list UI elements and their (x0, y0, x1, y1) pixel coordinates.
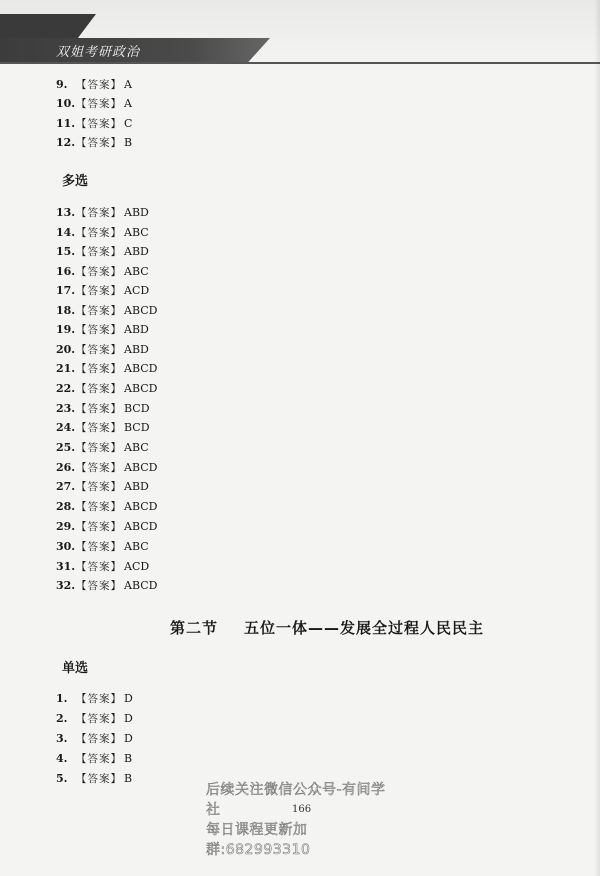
answer-line: 13.【答案】 ABD (56, 206, 149, 219)
answer-line: 1. 【答案】 D (56, 692, 133, 705)
answer-line: 26.【答案】 ABCD (56, 461, 158, 474)
section-name: 五位一体——发展全过程人民民主 (244, 619, 485, 637)
heading-multi: 多选 (62, 174, 89, 189)
answer-line: 21.【答案】 ABCD (56, 362, 158, 375)
answer-line: 31.【答案】 ACD (56, 560, 150, 573)
answer-line: 12.【答案】 B (56, 136, 133, 149)
answer-line: 9. 【答案】 A (56, 78, 132, 91)
header-title: 双姐考研政治 (56, 45, 141, 60)
answer-line: 23.【答案】 BCD (56, 402, 150, 415)
header-rule (0, 62, 600, 64)
answer-line: 15.【答案】 ABD (56, 245, 149, 258)
answer-line: 29.【答案】 ABCD (56, 520, 158, 533)
answer-line: 14.【答案】 ABC (56, 226, 149, 239)
answer-line: 19.【答案】 ABD (56, 323, 149, 336)
answer-line: 22.【答案】 ABCD (56, 382, 158, 395)
section-number: 第二节 (170, 619, 219, 637)
header-tab-shape (0, 14, 96, 42)
page-edge-shadow (594, 0, 600, 876)
watermark-line-2: 每日课程更新加群:682993310 (206, 822, 311, 858)
answer-line: 10.【答案】 A (56, 97, 132, 110)
heading-single: 单选 (62, 661, 89, 676)
section-title (170, 617, 484, 638)
answer-line: 16.【答案】 ABC (56, 265, 149, 278)
page-number: 166 (292, 804, 312, 815)
answer-line: 3. 【答案】 D (56, 732, 133, 745)
answer-line: 2. 【答案】 D (56, 712, 133, 725)
answer-line: 5. 【答案】 B (56, 772, 133, 785)
answer-line: 28.【答案】 ABCD (56, 500, 158, 513)
answer-line: 18.【答案】 ABCD (56, 304, 158, 317)
answer-line: 11.【答案】 C (56, 117, 133, 130)
answer-line: 25.【答案】 ABC (56, 441, 149, 454)
answer-line: 17.【答案】 ACD (56, 284, 150, 297)
answer-line: 27.【答案】 ABD (56, 480, 149, 493)
watermark (206, 780, 396, 860)
answer-line: 32.【答案】 ABCD (56, 579, 158, 592)
watermark-line-1: 后续关注微信公众号-有间学社 (206, 782, 386, 818)
answer-line: 30.【答案】 ABC (56, 540, 149, 553)
answer-line: 24.【答案】 BCD (56, 421, 150, 434)
answer-line: 4. 【答案】 B (56, 752, 133, 765)
answer-line: 20.【答案】 ABD (56, 343, 149, 356)
page-header (0, 0, 600, 66)
